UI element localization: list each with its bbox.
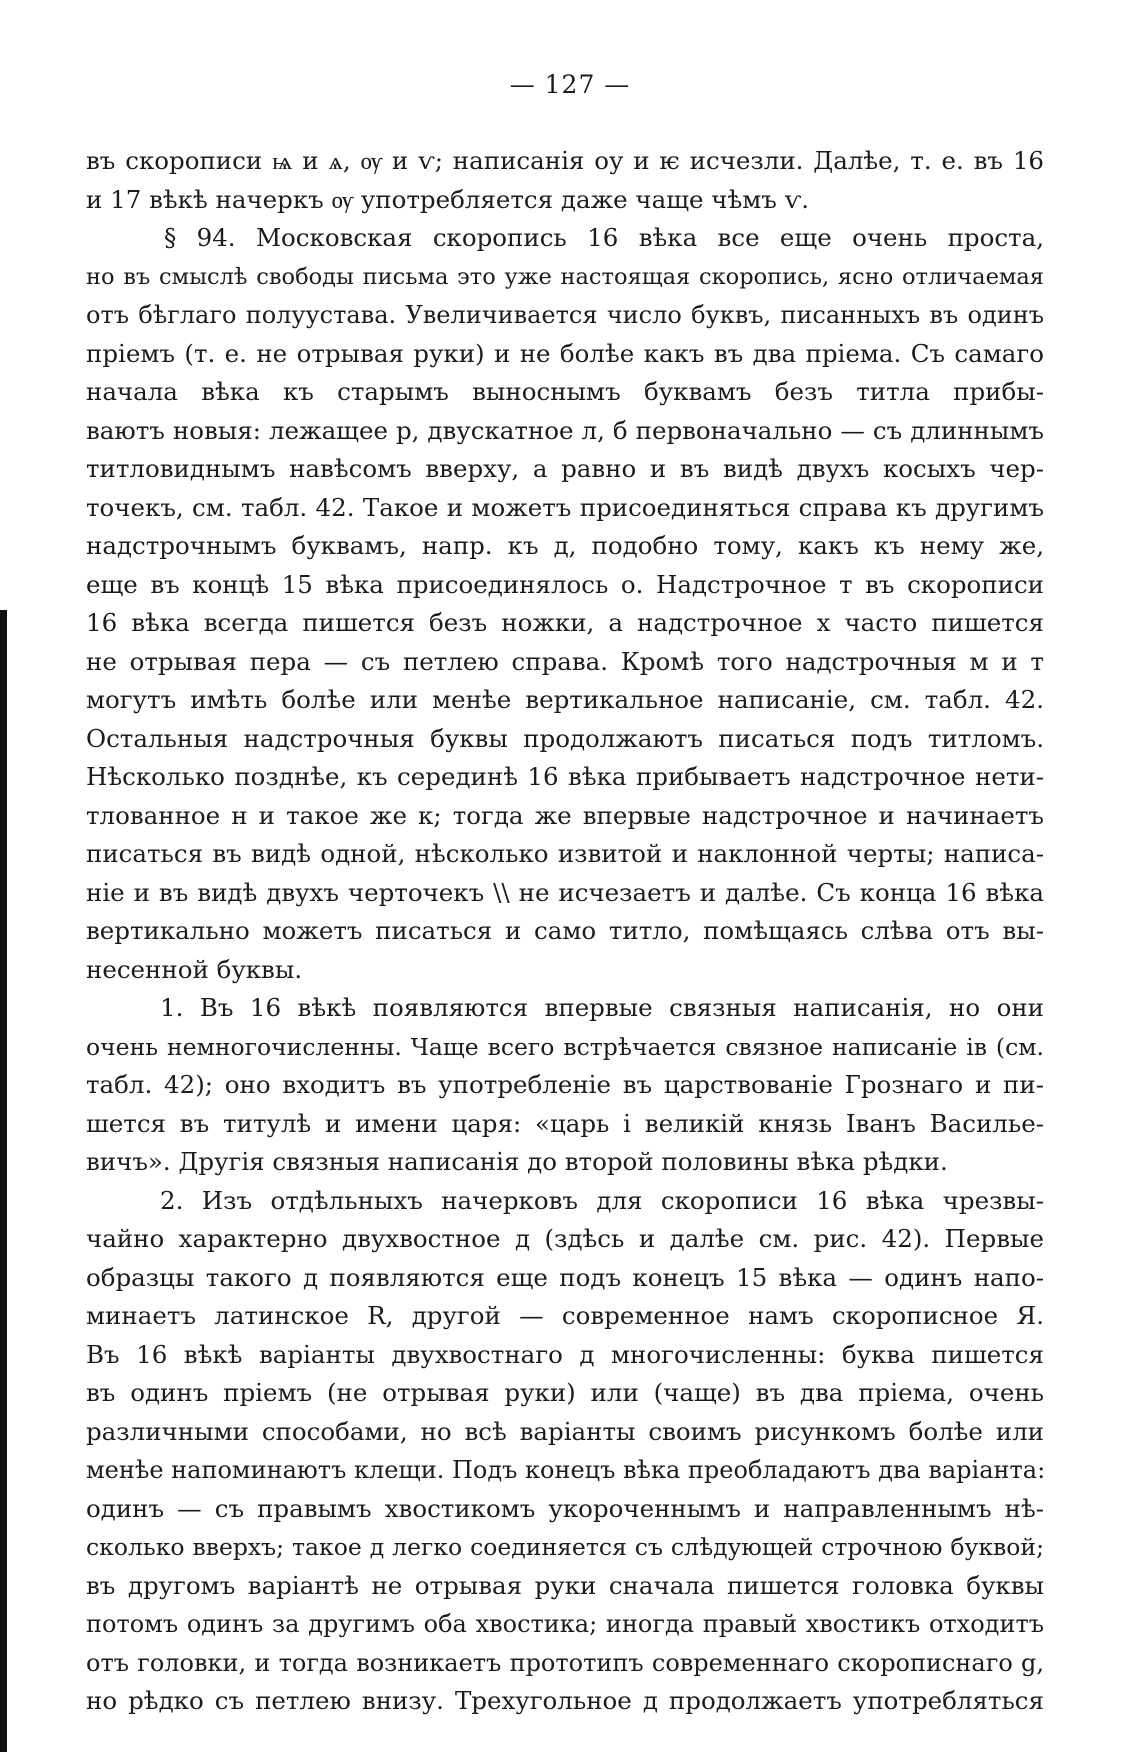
text-line: въ другомъ варіантѣ не отрывая руки сначала пишется головка буквы bbox=[86, 1570, 1044, 1600]
text-line: отъ бѣглаго полуустава. Увеличивается число буквъ, писанныхъ въ одинъ bbox=[86, 301, 1044, 329]
text-line: ваютъ новыя: лежащее р, двускатное л, б первоначально — съ длиннымъ bbox=[86, 415, 1044, 445]
text-line: сколько вверхъ; такое д легко соединяется съ слѣдующей строчною буквой; bbox=[86, 1533, 1044, 1561]
text-line: еще въ концѣ 15 вѣка присоединялось о. Надстрочное т въ скорописи bbox=[86, 569, 1044, 599]
text-line: въ скорописи ѩ и ѧ, ѹ и ѵ; написанія оу и ѥ исчезли. Далѣе, т. е. въ 16 bbox=[86, 146, 1044, 175]
text-line: различными способами, но всѣ варіанты своимъ рисункомъ болѣе или bbox=[86, 1416, 1044, 1446]
text-line: очень немногочисленны. Чаще всего встрѣчается связное написаніе ів (см. bbox=[86, 1032, 1044, 1061]
text-line: табл. 42); оно входитъ въ употребленіе въ царствованіе Грознаго и пи- bbox=[86, 1070, 1044, 1099]
text-line: Остальныя надстрочныя буквы продолжаютъ писаться подъ титломъ. bbox=[86, 723, 1044, 753]
text-line: но въ смыслѣ свободы письма это уже настоящая скоропись, ясно отличаемая bbox=[86, 263, 1044, 290]
body-text bbox=[86, 142, 1044, 1721]
page-number: — 127 — bbox=[509, 70, 631, 99]
text-line: отъ головки, и тогда возникаетъ прототипъ современнаго скорописнаго g, bbox=[86, 1648, 1044, 1677]
text-line: писаться въ видѣ одной, нѣсколько извитой и наклонной черты; написа- bbox=[86, 839, 1044, 868]
text-line: надстрочнымъ буквамъ, напр. къ д, подобно тому, какъ къ нему же, bbox=[86, 531, 1044, 560]
text-line: точекъ, см. табл. 42. Такое и можетъ присоединяться справа къ другимъ bbox=[86, 492, 1044, 522]
text-line: § 94. Московская скоропись 16 вѣка все еще очень проста, bbox=[164, 223, 1044, 252]
text-line: образцы такого д появляются еще подъ конецъ 15 вѣка — одинъ напо- bbox=[86, 1262, 1044, 1292]
text-line: Въ 16 вѣкѣ варіанты двухвостнаго д многочисленны: буква пишется bbox=[86, 1339, 1044, 1369]
text-line: Нѣсколько позднѣе, къ серединѣ 16 вѣка прибываетъ надстрочное нети- bbox=[86, 762, 1044, 791]
text-line: но рѣдко съ петлею внизу. Трехугольное д продолжаетъ употребляться bbox=[86, 1686, 1044, 1715]
text-line: не отрывая пера — съ петлею справа. Кромѣ того надстрочныя м и т bbox=[86, 646, 1044, 676]
scan-edge-left bbox=[0, 610, 7, 1752]
text-line: могутъ имѣть болѣе или менѣе вертикальное написаніе, см. табл. 42. bbox=[86, 685, 1044, 714]
text-line: менѣе напоминаютъ клещи. Подъ конецъ вѣка преобладаютъ два варіанта: bbox=[86, 1456, 1046, 1484]
text-line: титловиднымъ навѣсомъ вверху, а равно и въ видѣ двухъ косыхъ чер- bbox=[86, 454, 1044, 483]
text-line: вертикально можетъ писаться и само титло, помѣщаясь слѣва отъ вы- bbox=[86, 916, 1044, 945]
text-line: несенной буквы. bbox=[86, 954, 303, 984]
text-line: пріемъ (т. е. не отрывая руки) и не болѣе какъ въ два пріема. Съ самаго bbox=[86, 338, 1044, 368]
text-line: ніе и въ видѣ двухъ черточекъ \\ не исчезаетъ и далѣе. Съ конца 16 вѣка bbox=[86, 877, 1044, 907]
text-line: вичъ». Другія связныя написанія до второй половины вѣка рѣдки. bbox=[86, 1147, 948, 1176]
text-line: тлованное н и такое же к; тогда же впервые надстрочное и начинаетъ bbox=[86, 800, 1044, 830]
text-line: одинъ — съ правымъ хвостикомъ укороченнымъ и направленнымъ нѣ- bbox=[86, 1493, 1044, 1523]
text-line: 2. Изъ отдѣльныхъ начерковъ для скорописи 16 вѣка чрезвы- bbox=[160, 1185, 1044, 1215]
text-line: минаетъ латинское R, другой — современное намъ скорописное Я. bbox=[86, 1301, 1044, 1330]
text-line: начала вѣка къ старымъ выноснымъ буквамъ безъ титла прибы- bbox=[86, 377, 1044, 406]
text-line: и 17 вѣкѣ начеркъ ѹ употребляется даже чаще чѣмъ ѵ. bbox=[86, 184, 810, 214]
text-line: потомъ одинъ за другимъ оба хвостика; иногда правый хвостикъ отходитъ bbox=[86, 1610, 1044, 1638]
text-line: въ одинъ пріемъ (не отрывая руки) или (чаще) въ два пріема, очень bbox=[86, 1378, 1044, 1407]
text-line: чайно характерно двухвостное д (здѣсь и далѣе см. рис. 42). Первые bbox=[86, 1224, 1044, 1253]
text-line: 1. Въ 16 вѣкѣ появляются впервые связныя написанія, но они bbox=[160, 993, 1044, 1022]
text-line: шется въ титулѣ и имени царя: «царь і великій князь Іванъ Василье- bbox=[86, 1108, 1044, 1138]
text-line: 16 вѣка всегда пишется безъ ножки, а надстрочное х часто пишется bbox=[86, 608, 1044, 637]
